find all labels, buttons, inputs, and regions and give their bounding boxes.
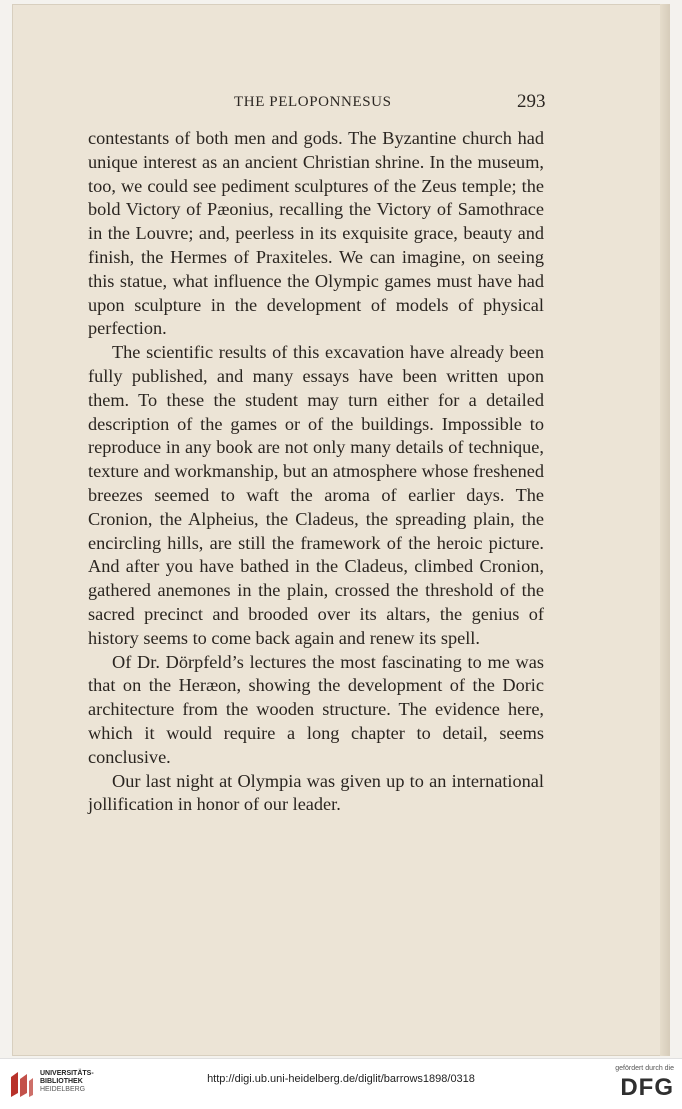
page-number: 293 xyxy=(517,91,546,112)
body-text xyxy=(88,127,544,817)
funding-caption: gefördert durch die xyxy=(615,1065,674,1072)
dfg-logo-icon: DFG xyxy=(620,1074,674,1101)
page-edge-shadow xyxy=(660,4,670,1056)
viewer-footer xyxy=(0,1058,682,1109)
paragraph-2: The scientific results of this excavation have already been fully published, and many essays have been written upon them. To these the student may turn either for a detailed description of the games or of the buildings. Impossible to reproduce in any book are not only many details of technique, texture and workmanship, but an atmosphere whose freshened breezes seemed to waft the aroma of earlier days. The Cronion, the Alpheius, the Cladeus, the spreading plain, the encircling hills, are still the framework of the heroic picture. And after you have bathed in the Cladeus, climbed Cronion, gathered anemones in the plain, crossed the threshold of the sacred precinct and brooded over its altars, the genius of history seems to come back again and renew its spell. xyxy=(88,342,544,648)
library-name-line-2: BIBLIOTHEK xyxy=(40,1078,83,1085)
library-name-line-1: UNIVERSITÄTS- xyxy=(40,1070,94,1077)
library-name-line-3: HEIDELBERG xyxy=(40,1086,86,1093)
permalink-url[interactable]: http://digi.ub.uni-heidelberg.de/diglit/barrows1898/0318 xyxy=(207,1073,475,1085)
running-title: THE PELOPONNESUS xyxy=(234,94,392,110)
funder-block xyxy=(584,1065,674,1102)
paragraph-4: Our last night at Olympia was given up to an international jollification in honor of our leader. xyxy=(88,770,544,815)
running-head xyxy=(12,91,670,118)
book-page xyxy=(12,4,670,1056)
paragraph-1: contestants of both men and gods. The Byzantine church had unique interest as an ancient Christian shrine. In the museum, too, we could see pediment sculptures of the Zeus temple; the bold Victory of Pæonius, recalling the Victory of Samothrace in the Louvre; and, peerless in its exquisite grace, beauty and finish, the Hermes of Praxiteles. We can imagine, on seeing this statue, what influence the Olympic games must have had upon sculpture in the development of models of physical perfection. xyxy=(88,128,544,339)
paragraph-3: Of Dr. Dörpfeld’s lectures the most fascinating to me was that on the Heræon, showing the development of the Doric architecture from the wooden structure. The evidence here, which it would require a long chapter to detail, seems conclusive. xyxy=(88,651,544,767)
